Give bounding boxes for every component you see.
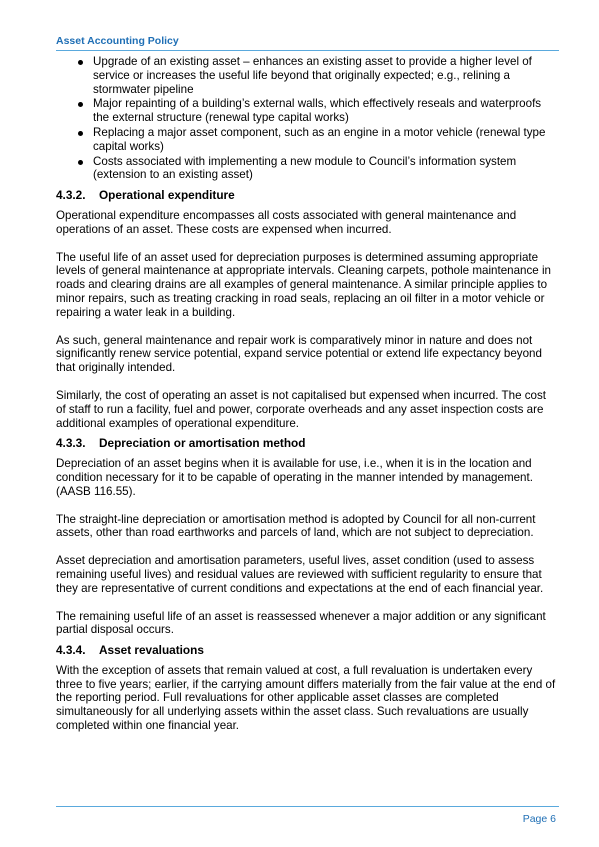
paragraph: The useful life of an asset used for depreciation purposes is determined assuming appropriate levels of general maintenance at appropriate intervals. Cleaning carpets, pothole maintenance in roads and clearing drains are all examples of general maintenance. A similar principle applies to minor repairs, such as treating cracking in road seals, replacing an oil filter in a motor vehicle or repairing a water leak in a building. [56, 250, 551, 319]
paragraph: With the exception of assets that remain valued at cost, a full revaluation is undertaken every three to five years; earlier, if the carrying amount differs materially from the fair value at the end of the reporting period. Full revaluations for other applicable asset classes are completed simultaneously for all underlying assets within the asset class. Such revaluations are usually completed within one financial year. [56, 663, 556, 733]
section-title: Depreciation or amortisation method [99, 436, 306, 451]
paragraph: Depreciation of an asset begins when it is available for use, i.e., when it is in the location and condition necessary for it to be capable of operating in the manner intended by management. (AASB 116.55). [56, 457, 533, 498]
list-item [56, 97, 556, 125]
section-heading-depreciation-method [56, 437, 556, 451]
list-item [56, 126, 556, 154]
section-title: Asset revaluations [99, 643, 204, 658]
paragraph: The straight-line depreciation or amortisation method is adopted by Council for all non-current assets, other than road earthworks and parcels of land, which are not subject to depreciation. [56, 512, 536, 540]
section-heading-asset-revaluations [56, 644, 556, 658]
list-item-text: Costs associated with implementing a new module to Council’s information system (extension to an existing asset) [93, 154, 517, 182]
footer-divider [56, 806, 559, 807]
bullet-list [56, 55, 556, 182]
list-item-text: Upgrade of an existing asset – enhances an existing asset to provide a higher level of service or increases the useful life beyond that originally expected; e.g., relining a stormwater pipeline [93, 55, 532, 96]
page-body [56, 55, 556, 737]
list-item-text: Replacing a major asset component, such as an engine in a motor vehicle (renewal type capital works) [93, 125, 546, 153]
paragraph: Similarly, the cost of operating an asset is not capitalised but expensed when incurred. The cost of staff to run a facility, fuel and power, corporate overheads and any asset inspection costs are additional examples of operational expenditure. [56, 388, 546, 430]
paragraph: The remaining useful life of an asset is reassessed whenever a major addition or any significant partial disposal occurs. [56, 609, 546, 637]
header-divider [56, 50, 559, 51]
list-item [56, 155, 556, 183]
bullet-icon [78, 102, 83, 107]
list-item [56, 55, 556, 96]
paragraph: Asset depreciation and amortisation parameters, useful lives, asset condition (used to assess remaining useful lives) and residual values are reviewed with sufficient regularity to ensure that they are representative of current conditions and expectations at the end of each financial year. [56, 554, 544, 595]
bullet-icon [78, 131, 83, 136]
page-number: Page 6 [522, 813, 556, 825]
paragraph: As such, general maintenance and repair work is comparatively minor in nature and does not significantly renew service potential, expand service potential or extend life expectancy beyond that originally intended. [56, 333, 542, 375]
section-number: 4.3.3. [56, 436, 86, 451]
bullet-icon [78, 60, 83, 65]
section-number: 4.3.2. [56, 188, 86, 203]
list-item-text: Major repainting of a building’s external walls, which effectively reseals and waterproofs the external structure (renewal type capital works) [93, 97, 542, 125]
document-header-title: Asset Accounting Policy [56, 35, 179, 47]
section-number: 4.3.4. [56, 643, 86, 658]
section-title: Operational expenditure [99, 188, 235, 203]
section-heading-operational-expenditure [56, 189, 556, 203]
paragraph: Operational expenditure encompasses all costs associated with general maintenance and operations of an asset. These costs are expensed when incurred. [56, 208, 517, 236]
bullet-icon [78, 160, 83, 165]
